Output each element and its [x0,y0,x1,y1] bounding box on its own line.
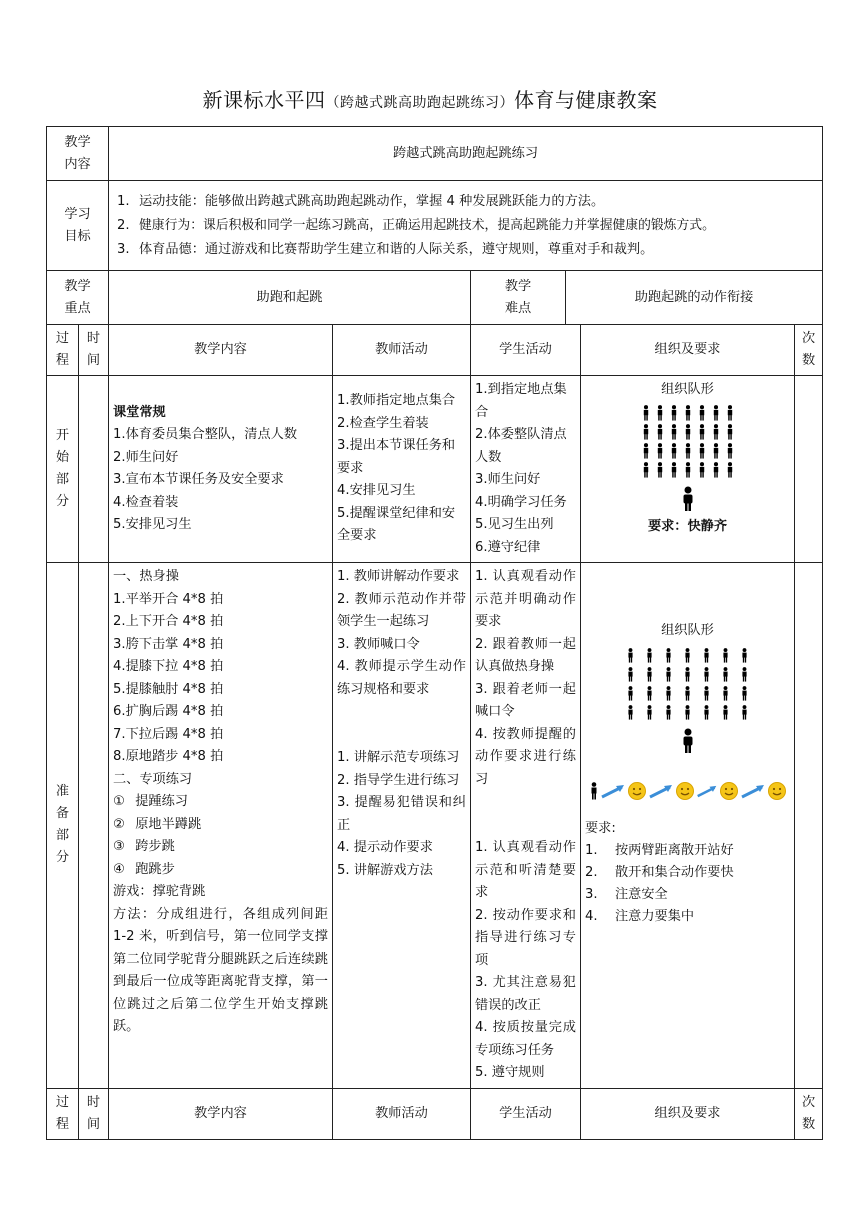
student-figure-icon [656,405,664,421]
list-item: 1. 认真观看动作示范并明确动作要求 [475,569,576,629]
list-item: 2.上下开合 4*8 拍 [113,614,224,629]
start-label: 开 始 部 分 [47,376,79,563]
header-student: 学生活动 [471,325,581,376]
list-item: 5.提醒课堂纪律和安全要求 [337,505,456,544]
list-item: 2. 散开和集合动作要快 [585,865,734,880]
smiley-face-icon [768,782,786,800]
student-figure-icon [627,686,634,701]
start-student [471,376,581,563]
formation-row [585,648,790,663]
list-item: 1. 按两臂距离散开站好 [585,843,734,858]
start-count [795,376,823,563]
student-figure-icon [646,648,653,663]
list-item: 2.师生问好 [113,449,179,465]
student-figure-icon [642,424,650,440]
student-figure-icon [665,686,672,701]
student-figure-icon [722,648,729,663]
formation-row [585,667,790,682]
header-count: 次 数 [795,1088,823,1139]
list-item: 5. 遵守规则 [475,1065,545,1080]
lesson-plan-table [46,126,823,1140]
student-figure-icon [684,648,691,663]
teacher-figure-icon [585,486,790,512]
student-figure-icon [656,462,664,478]
row-key-difficulty [47,271,823,325]
list-item: 1.到指定地点集合 [475,382,567,420]
student-figure-icon [698,405,706,421]
goal-item: 3. 体育品德：通过游戏和比赛帮助学生建立和谐的人际关系，遵守规则，尊重对手和裁判。 [117,241,654,257]
student-figure-icon [722,686,729,701]
jump-arrow-icon [696,784,718,798]
student-figure-icon [684,462,692,478]
header-org: 组织及要求 [581,325,795,376]
list-item: 3. 教师喊口令 [337,636,420,652]
list-item: 7.下拉后踢 4*8 拍 [113,726,224,742]
student-figure-icon [684,424,692,440]
prep-teacher [333,563,471,1089]
requirements-title: 要求: [585,821,616,836]
student-figure-icon [642,462,650,478]
header-org: 组织及要求 [581,1088,795,1139]
smiley-face-icon [720,782,738,800]
student-figure-icon [684,667,691,682]
student-figure-icon [722,705,729,720]
list-item: 3. 提醒易犯错误和纠正 [337,795,466,833]
start-time [79,376,109,563]
student-figure-icon [703,705,710,720]
list-item: 4. 提示动作要求 [337,840,433,855]
goal-item: 1. 运动技能：能够做出跨越式跳高助跑起跳动作，掌握 4 种发展跳跃能力的方法。 [117,193,605,209]
list-item: 1.体育委员集合整队，清点人数 [113,427,298,442]
list-item: 4.检查着装 [113,494,179,510]
student-figure-icon [642,443,650,459]
prep-student [471,563,581,1089]
student-figure-icon [741,667,748,682]
header-count: 次 数 [795,325,823,376]
game-method: 方法：分成组进行，各组成列间距 1-2 米，听到信号，第一位同学支撑第二位同学驼背分腿跳跃之后连续跳到最后一位成等距离驼背支撑，第一位跳过之后第二位学生开始支撑跳跃。 [113,906,328,1034]
student-figure-icon [684,705,691,720]
header-content: 教学内容 [109,325,333,376]
student-figure-icon [590,782,598,800]
row-learning-goals [47,181,823,271]
difficulty-value: 助跑起跳的动作衔接 [566,271,823,325]
student-figure-icon [703,648,710,663]
header-teacher: 教师活动 [333,1088,471,1139]
header-time: 时 间 [79,1088,109,1139]
goal-item: 2. 健康行为：课后积极和同学一起练习跳高，正确运用起跳技术，提高起跳能力并掌握健康的锻炼方式。 [117,217,715,233]
game-title: 游戏：撑驼背跳 [113,884,206,899]
prep-time [79,563,109,1089]
prep-content [109,563,333,1089]
list-item: 1. 教师讲解动作要求 [337,569,460,584]
list-item: 二、专项练习 [113,771,193,787]
list-item: 1.平举开合 4*8 拍 [113,591,224,607]
student-figure-icon [646,667,653,682]
header-student: 学生活动 [471,1088,581,1139]
list-item: 3. 跟着老师一起喊口令 [475,681,576,719]
header-time: 时 间 [79,325,109,376]
student-figure-icon [741,686,748,701]
list-item: 6.扩胸后踢 4*8 拍 [113,704,224,719]
list-item: 5.见习生出列 [475,517,554,532]
student-figure-icon [684,443,692,459]
prep-count [795,563,823,1089]
label-key-point: 教学 重点 [47,271,109,325]
formation-row [585,705,790,720]
row-prep-section [47,563,823,1089]
list-item: 2.体委整队清点人数 [475,427,567,465]
student-figure-icon [722,667,729,682]
start-org [581,376,795,563]
formation-grid [585,405,790,478]
list-item: 4. 按质按量完成专项练习任务 [475,1020,576,1058]
student-figure-icon [703,686,710,701]
list-item: ② 原地半蹲跳 [113,816,202,832]
list-item: 4. 注意力要集中 [585,909,695,924]
formation-grid [585,648,790,720]
list-item: 5.提膝触肘 4*8 拍 [113,681,224,697]
student-figure-icon [712,424,720,440]
list-item: 2.检查学生着装 [337,415,429,431]
student-figure-icon [627,705,634,720]
start-content-title: 课堂常规 [113,404,166,420]
teacher-figure-icon [585,728,790,754]
smiley-face-icon [628,782,646,800]
student-figure-icon [726,424,734,440]
smiley-face-icon [676,782,694,800]
student-figure-icon [642,405,650,421]
student-figure-icon [726,405,734,421]
label-teaching-content: 教学 内容 [47,127,109,181]
key-point-value: 助跑和起跳 [109,271,471,325]
learning-goals-list [109,181,823,271]
student-figure-icon [698,462,706,478]
student-figure-icon [703,667,710,682]
list-item: 4. 按教师提醒的动作要求进行练习 [475,726,576,787]
student-figure-icon [726,443,734,459]
student-figure-icon [670,462,678,478]
list-item: 4.安排见习生 [337,483,416,499]
row-header [47,325,823,376]
header-process: 过 程 [47,325,79,376]
student-figure-icon [698,424,706,440]
list-item: 2. 教师示范动作并带领学生一起练习 [337,591,466,629]
list-item: 4.明确学习任务 [475,494,567,510]
list-item: 3. 注意安全 [585,887,668,902]
list-item: 3.胯下击掌 4*8 拍 [113,636,224,652]
row-start-section [47,376,823,563]
list-item: 一、热身操 [113,569,179,584]
list-item: 1. 讲解示范专项练习 [337,750,460,765]
prep-org [581,563,795,1089]
list-item: 5.安排见习生 [113,517,192,532]
formation-row [585,443,790,459]
list-item: 2. 指导学生进行练习 [337,772,460,788]
game-sequence-diagram [585,782,790,800]
prep-org-title: 组织队形 [661,623,714,638]
student-figure-icon [665,667,672,682]
list-item: 2. 跟着教师一起认真做热身操 [475,636,576,674]
student-figure-icon [670,424,678,440]
list-item: 3. 尤其注意易犯错误的改正 [475,975,576,1013]
student-figure-icon [712,443,720,459]
student-figure-icon [646,686,653,701]
header-process: 过 程 [47,1088,79,1139]
header-teacher: 教师活动 [333,325,471,376]
list-item: 2. 按动作要求和指导进行练习专项 [475,907,576,968]
label-learning-goals: 学习 目标 [47,181,109,271]
student-figure-icon [684,686,691,701]
student-figure-icon [712,405,720,421]
student-figure-icon [665,648,672,663]
formation-row [585,686,790,701]
row-teaching-content [47,127,823,181]
list-item: ① 提踵练习 [113,794,188,809]
list-item: 8.原地踏步 4*8 拍 [113,749,224,764]
student-figure-icon [665,705,672,720]
student-figure-icon [698,443,706,459]
start-teacher [333,376,471,563]
list-item: 3.宣布本节课任务及安全要求 [113,472,284,487]
student-figure-icon [627,648,634,663]
formation-row [585,424,790,440]
student-figure-icon [670,405,678,421]
student-figure-icon [656,443,664,459]
list-item: ③ 跨步跳 [113,839,175,854]
list-item: ④ 跑跳步 [113,861,175,877]
student-figure-icon [741,705,748,720]
student-figure-icon [627,667,634,682]
formation-row [585,462,790,478]
student-figure-icon [741,648,748,663]
student-figure-icon [712,462,720,478]
list-item: 1. 认真观看动作示范和听清楚要求 [475,840,576,900]
start-org-title: 组织队形 [661,382,714,397]
title-main-a: 新课标水平四 [202,88,326,112]
student-figure-icon [670,443,678,459]
page-title [0,84,860,113]
start-content [109,376,333,563]
list-item: 4. 教师提示学生动作练习规格和要求 [337,659,466,697]
list-item: 5. 讲解游戏方法 [337,862,433,878]
jump-arrow-icon [740,783,766,799]
jump-arrow-icon [648,783,674,799]
title-sub: （跨越式跳高助跑起跳练习） [325,95,514,111]
label-difficulty: 教学 难点 [471,271,566,325]
student-figure-icon [656,424,664,440]
start-org-requirement: 要求：快静齐 [647,519,728,534]
header-content: 教学内容 [109,1088,333,1139]
list-item: 3.师生问好 [475,472,541,487]
student-figure-icon [726,462,734,478]
jump-arrow-icon [600,783,626,799]
list-item: 6.遵守纪律 [475,539,541,555]
list-item: 3.提出本节课任务和要求 [337,438,456,476]
row-header-repeat [47,1088,823,1139]
formation-row [585,405,790,421]
list-item: 1.教师指定地点集合 [337,393,456,409]
prep-label: 准 备 部 分 [47,563,79,1089]
title-main-b: 体育与健康教案 [514,88,658,112]
teaching-content-value: 跨越式跳高助跑起跳练习 [109,127,823,181]
prep-requirements [585,818,790,928]
student-figure-icon [646,705,653,720]
student-figure-icon [684,405,692,421]
list-item: 4.提膝下拉 4*8 拍 [113,659,224,674]
